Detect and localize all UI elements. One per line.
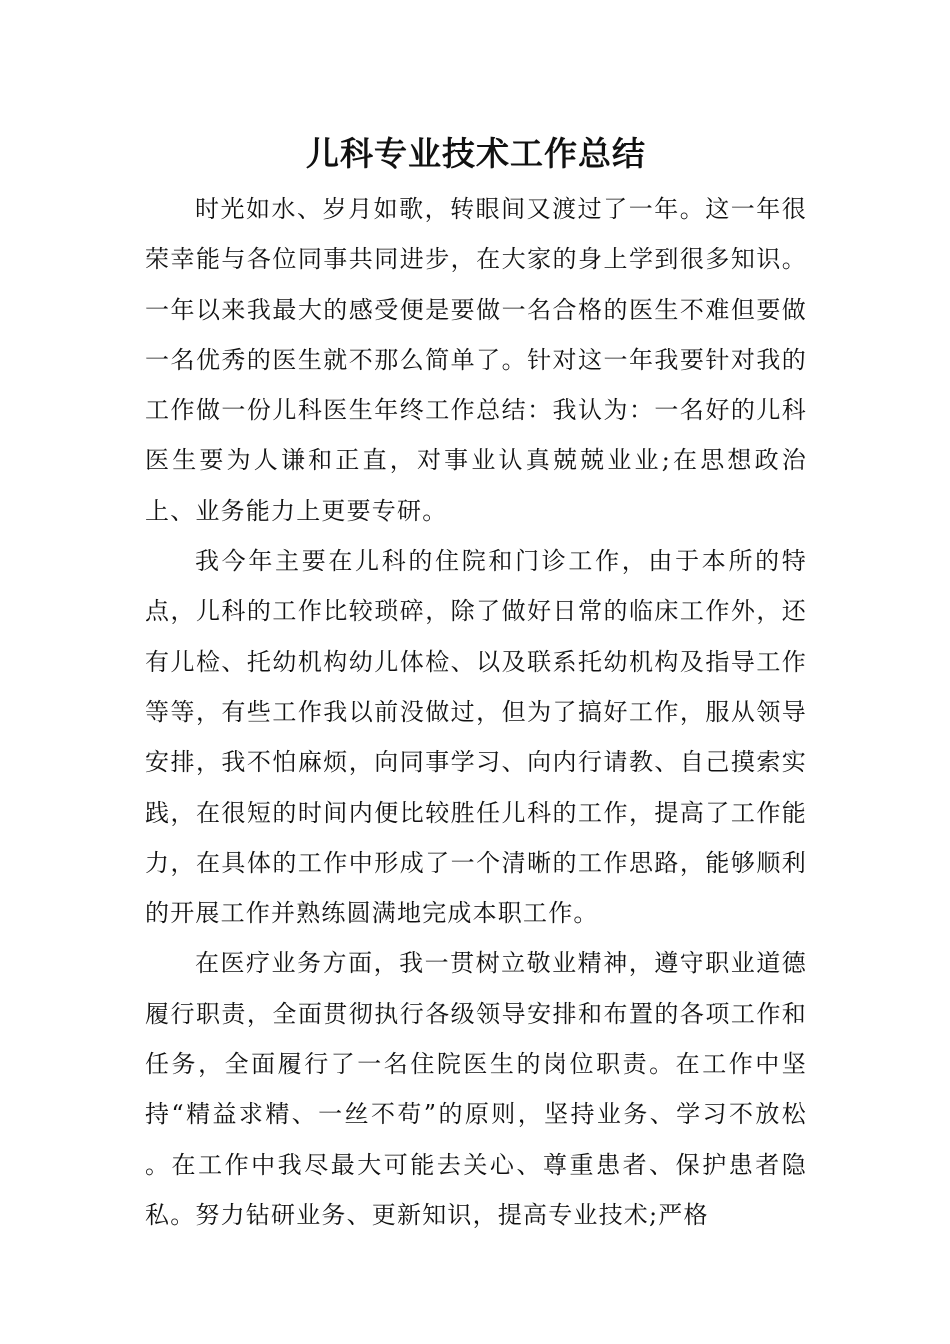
- document-title: 儿科专业技术工作总结: [306, 134, 646, 173]
- document-page: [145, 128, 807, 1240]
- paragraph-2: 我今年主要在儿科的住院和门诊工作，由于本所的特点，儿科的工作比较琐碎，除了做好日常的临床工作外，还有儿检、托幼机构幼儿体检、以及联系托幼机构及指导工作等等，有些工作我以前没做过，但为了搞好工作，服从领导安排，我不怕麻烦，向同事学习、向内行请教、自己摸索实践，在很短的时间内便比较胜任儿科的工作，提高了工作能力，在具体的工作中形成了一个清晰的工作思路，能够顺利的开展工作并熟练圆满地完成本职工作。: [145, 547, 807, 928]
- paragraph-3: 在医疗业务方面，我一贯树立敬业精神，遵守职业道德履行职责，全面贯彻执行各级领导安排和布置的各项工作和任务，全面履行了一名住院医生的岗位职责。在工作中坚持“精益求精、一丝不苟”的原则，坚持业务、学习不放松 。在工作中我尽最大可能去关心、尊重患者、保护患者隐私。努力钻研业务、更新知识，提高专业技术;严格: [145, 949, 807, 1229]
- paragraph-1: 时光如水、岁月如歌，转眼间又渡过了一年。这一年很荣幸能与各位同事共同进步，在大家的身上学到很多知识。一年以来我最大的感受便是要做一名合格的医生不难但要做一名优秀的医生就不那么简单了。针对这一年我要针对我的工作做一份儿科医生年终工作总结：我认为：一名好的儿科医生要为人谦和正直，对事业认真兢兢业业;在思想政治上、业务能力上更要专研。: [145, 195, 807, 525]
